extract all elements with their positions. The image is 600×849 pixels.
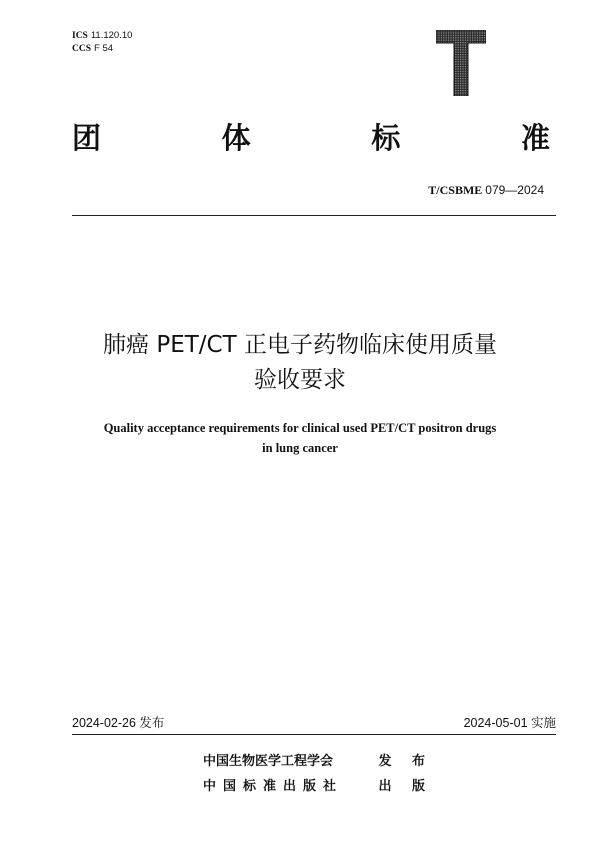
ccs-line [72, 43, 132, 56]
title-english-line2: in lung cancer [262, 441, 338, 455]
ics-label: ICS [72, 31, 88, 41]
ccs-label: CCS [72, 43, 92, 54]
publisher-org: 中国生物医学工程学会 [203, 754, 334, 769]
ics-line [72, 30, 132, 43]
publisher-row [203, 775, 433, 794]
title-english-line1: Quality acceptance requirements for clinical used PET/CT positron drugs [103, 421, 497, 435]
implement-date: 2024-05-01 实施 [463, 716, 556, 730]
title-chinese [40, 328, 560, 398]
publisher-action: 发 布 [378, 754, 433, 769]
ccs-code: F 54 [94, 42, 114, 54]
publisher-action: 出 版 [378, 779, 433, 794]
ics-code: 11.120.10 [90, 30, 133, 41]
standard-type-char: 体 [221, 121, 251, 155]
t-logo [436, 30, 486, 96]
title-english [40, 418, 560, 458]
standard-number-value: 079—2024 [485, 183, 544, 197]
bottom-divider [72, 734, 556, 735]
standard-number-prefix: T/CSBME [428, 183, 483, 197]
publisher-org: 中国标准出版社 [203, 779, 344, 794]
standard-type-heading [72, 120, 550, 156]
standard-type-char: 准 [520, 121, 550, 155]
title-chinese-line2: 验收要求 [254, 367, 346, 393]
standard-type-char: 团 [72, 121, 102, 155]
title-chinese-line1: 肺癌 PET/CT 正电子药物临床使用质量 [103, 332, 497, 358]
classification-block [72, 30, 132, 55]
issue-date: 2024-02-26 发布 [72, 716, 165, 730]
standard-type-char: 标 [371, 121, 401, 155]
standard-number [428, 183, 544, 198]
top-divider [72, 215, 556, 216]
publisher-row [203, 750, 433, 769]
